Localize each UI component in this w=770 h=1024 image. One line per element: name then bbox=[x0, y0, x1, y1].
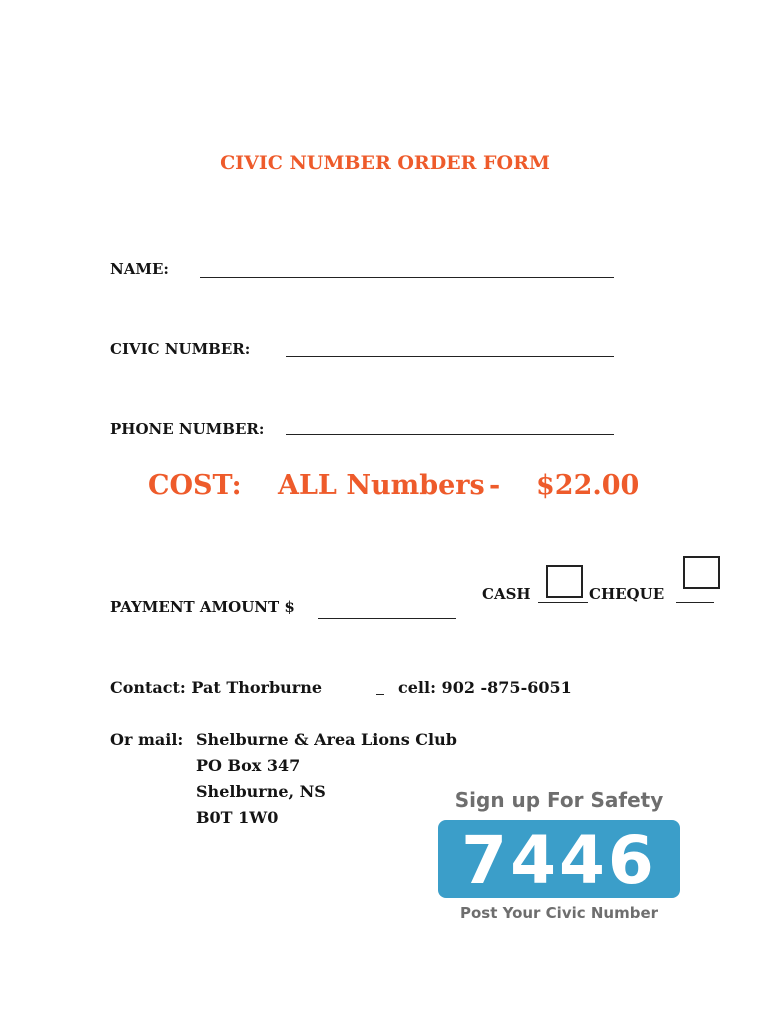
payment-amount-label: PAYMENT AMOUNT $ bbox=[110, 598, 295, 616]
mail-label: Or mail: bbox=[110, 730, 184, 749]
payment-amount-line[interactable] bbox=[318, 618, 456, 619]
cheque-label: CHEQUE bbox=[589, 585, 665, 603]
mail-address-line: PO Box 347 bbox=[196, 756, 301, 775]
name-label: NAME: bbox=[110, 260, 169, 278]
form-title: CIVIC NUMBER ORDER FORM bbox=[220, 152, 550, 174]
logo-bottom-text: Post Your Civic Number bbox=[459, 904, 659, 922]
cost-description: ALL Numbers bbox=[278, 470, 485, 501]
cheque-checkbox[interactable] bbox=[683, 556, 720, 589]
mail-address-line: Shelburne, NS bbox=[196, 782, 326, 801]
civic-number-line[interactable] bbox=[286, 356, 614, 357]
contact-name: Contact: Pat Thorburne bbox=[110, 678, 323, 697]
cost-dash: - bbox=[489, 470, 501, 501]
mail-address-line: Shelburne & Area Lions Club bbox=[196, 730, 457, 749]
phone-number-line[interactable] bbox=[286, 434, 614, 435]
logo-top-text: Sign up For Safety bbox=[454, 788, 664, 812]
phone-number-label: PHONE NUMBER: bbox=[110, 420, 265, 438]
mail-address-line: B0T 1W0 bbox=[196, 808, 279, 827]
cash-label: CASH bbox=[482, 585, 531, 603]
cash-underline bbox=[538, 602, 588, 603]
cost-value: $22.00 bbox=[536, 470, 640, 501]
logo-number-panel bbox=[438, 820, 680, 898]
cash-checkbox[interactable] bbox=[546, 565, 583, 598]
civic-number-label: CIVIC NUMBER: bbox=[110, 340, 251, 358]
contact-separator bbox=[376, 694, 384, 695]
contact-cell: cell: 902 -875-6051 bbox=[398, 678, 572, 697]
name-line[interactable] bbox=[200, 277, 614, 278]
logo-number: 7446 bbox=[461, 822, 657, 899]
cheque-underline bbox=[676, 602, 714, 603]
cost-label: COST: bbox=[148, 470, 242, 501]
